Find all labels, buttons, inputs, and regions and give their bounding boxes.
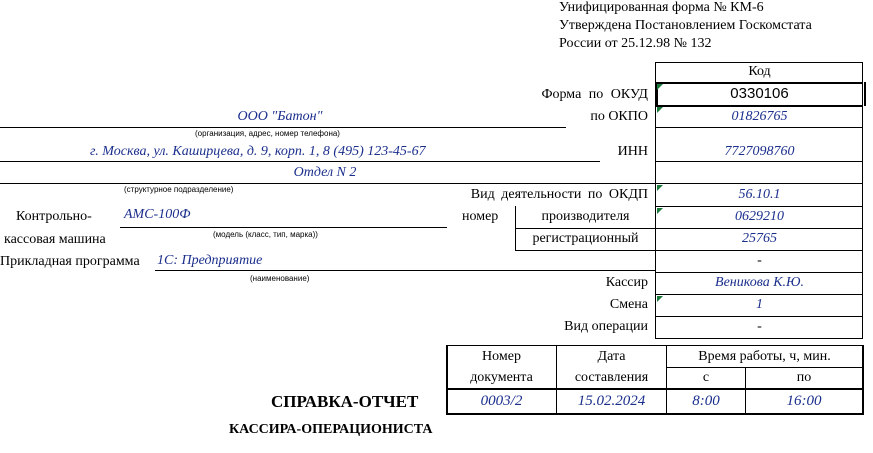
program-label: Прикладная программа [0,254,140,269]
inn-value: 7727098760 [724,144,795,159]
org-division-caption: (структурное подразделение) [124,185,234,194]
reg-number-label: регистрационный [532,231,639,246]
operation-value: - [757,319,762,334]
doc-time-to-value: 16:00 [786,393,822,409]
machine-model-underline [120,227,447,228]
codes-row-line [655,294,863,295]
reg-number-value: 25765 [742,231,777,246]
shift-value: 1 [756,297,763,312]
doc-time-from-value: 8:00 [692,393,720,409]
org-address: г. Москва, ул. Каширцева, д. 9, корп. 1, 8 (495) 123-45-67 [90,144,426,159]
program-underline [155,270,655,271]
doc-time-from-header: с [702,370,710,385]
codes-row-line [655,316,863,317]
codes-row-line [655,161,863,162]
codes-top-border [655,62,863,63]
codes-row-line [655,127,863,128]
cashier-label: Кассир [605,275,648,290]
doc-table-bottom [446,413,864,415]
doc-number-header2: документа [470,370,533,385]
machine-label-line2: кассовая машина [4,232,106,247]
form-header-line1: Унифицированная форма № КМ-6 [559,0,764,15]
codes-row-line [515,228,863,229]
maker-number-label: производителя [541,209,630,224]
report-title: СПРАВКА-ОТЧЕТ [271,392,419,411]
cashier-value: Веникова К.Ю. [715,275,804,290]
form-header-line2: Утверждена Постановлением Госкомстата [559,18,812,33]
codes-row-line [515,250,863,251]
codes-row-line [655,272,863,273]
doc-date-header2: составления [574,370,649,385]
okud-box-thick [864,82,866,106]
inn-label: ИНН [617,144,648,159]
shift-label: Смена [609,297,648,312]
operation-label: Вид операции [564,319,648,334]
okud-label: Форма по ОКУД [541,87,648,102]
machine-model-caption: (модель (класс, тип, марка)) [213,230,318,239]
doc-time-to-header: по [796,370,812,385]
doc-table-mid [666,367,864,368]
org-division: Отдел N 2 [293,165,357,180]
form-header-line3: России от 25.12.98 № 132 [559,36,712,51]
codes-title: Код [748,64,771,79]
program-caption: (наименование) [250,274,310,283]
org-address-underline [0,161,600,162]
doc-number-header1: Номер [482,349,521,364]
org-name-caption: (организация, адрес, номер телефона) [195,129,340,138]
codes-row-line [655,183,863,184]
doc-table-right [862,345,864,415]
okdp-label: Вид деятельности по ОКДП [470,187,648,202]
doc-date-value: 15.02.2024 [577,393,646,409]
doc-number-value: 0003/2 [480,393,523,409]
org-name-underline [0,127,566,128]
okdp-value: 56.10.1 [738,187,781,202]
machine-label-line1: Контрольно- [16,209,92,224]
org-division-underline [0,183,655,184]
codes-row-line [655,105,863,107]
doc-table-top [446,345,864,346]
codes-bottom-border [655,338,863,339]
machine-model: АМС-100Ф [124,207,191,222]
org-name: ООО "Батон" [237,109,323,124]
report-subtitle: КАССИРА-ОПЕРАЦИОНИСТА [229,422,433,437]
doc-time-header: Время работы, ч, мин. [698,349,831,364]
codes-row-line [655,206,863,207]
okpo-label: по ОКПО [590,109,648,124]
doc-date-header1: Дата [597,349,626,364]
okud-value: 0330106 [730,85,789,102]
program-code-value: - [757,253,762,268]
machine-number-label: номер [462,209,499,224]
maker-number-value: 0629210 [735,209,784,224]
program-value: 1С: Предприятие [157,253,263,268]
doc-table-values-top [446,388,864,390]
okud-box-thick [655,82,863,84]
okpo-value: 01826765 [731,109,788,124]
